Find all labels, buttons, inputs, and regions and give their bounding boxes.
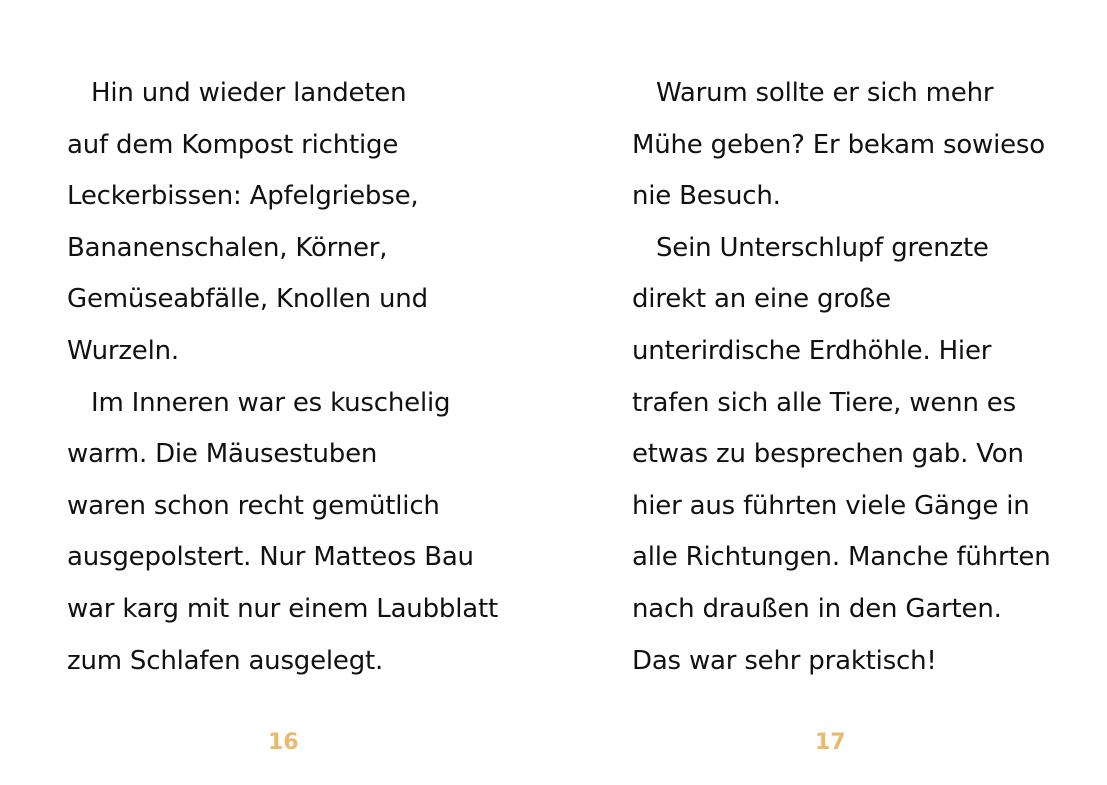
text-line: Das war sehr praktisch! <box>632 645 937 676</box>
text-line: warm. Die Mäusestuben <box>67 439 378 470</box>
text-line: alle Richtungen. Manche führten <box>632 542 1051 573</box>
text-line: auf dem Kompost richtige <box>67 129 399 160</box>
text-line: hier aus führten viele Gänge in <box>632 490 1030 521</box>
text-line: ausgepolstert. Nur Matteos Bau <box>67 542 474 573</box>
text-line: war karg mit nur einem Laubblatt <box>67 593 498 624</box>
text-line: Wurzeln. <box>67 335 179 366</box>
text-line: zum Schlafen ausgelegt. <box>67 645 384 676</box>
text-line: Im Inneren war es kuschelig <box>91 387 451 418</box>
text-line: nie Besuch. <box>632 181 781 212</box>
page-number-right: 17 <box>815 730 846 755</box>
text-line: Leckerbissen: Apfelgriebse, <box>67 181 419 212</box>
text-line: Warum sollte er sich mehr <box>656 78 994 108</box>
text-line: trafen sich alle Tiere, wenn es <box>632 387 1016 418</box>
text-line: direkt an eine große <box>632 284 891 315</box>
text-line: Gemüseabfälle, Knollen und <box>67 284 428 315</box>
left-page-text <box>67 68 567 687</box>
text-line: Sein Unterschlupf grenzte <box>656 232 989 263</box>
text-line: Hin und wieder landeten <box>91 78 407 108</box>
page-number-left: 16 <box>268 730 299 755</box>
text-line: Mühe geben? Er bekam sowieso <box>632 129 1045 160</box>
text-line: waren schon recht gemütlich <box>67 490 440 521</box>
text-line: Bananenschalen, Körner, <box>67 232 388 263</box>
right-page-text <box>632 68 1102 687</box>
text-line: etwas zu besprechen gab. Von <box>632 439 1024 470</box>
text-line: nach draußen in den Garten. <box>632 593 1002 624</box>
text-line: unterirdische Erdhöhle. Hier <box>632 335 992 366</box>
